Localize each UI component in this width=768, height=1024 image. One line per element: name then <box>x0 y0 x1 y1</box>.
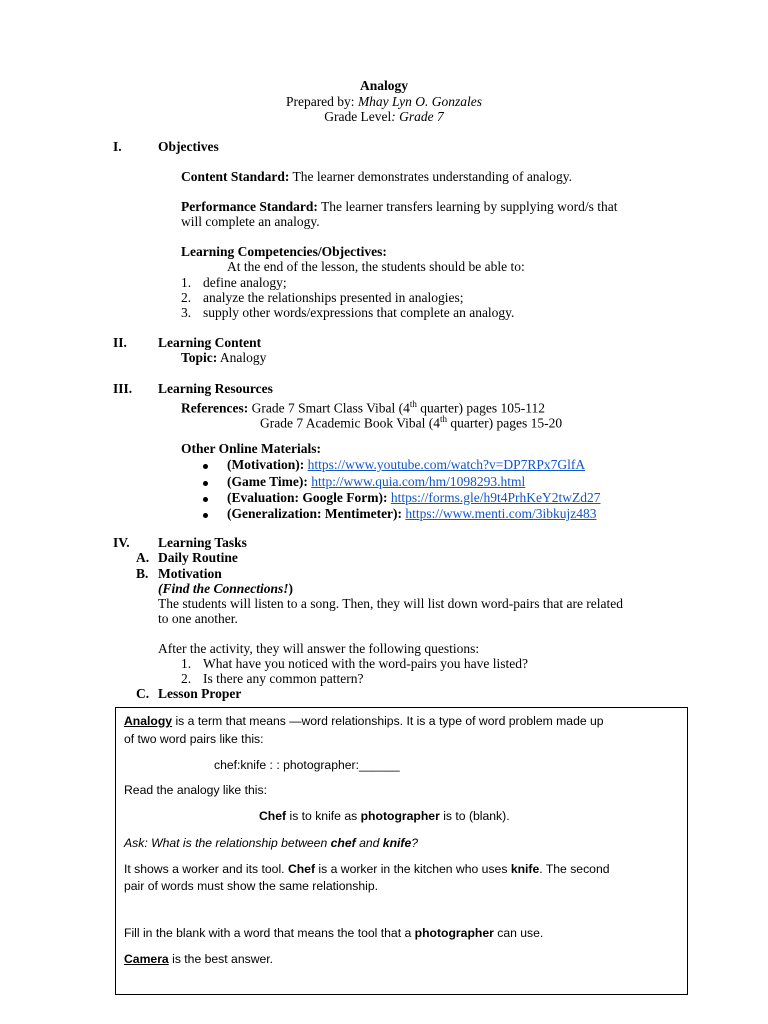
online-materials-label: Other Online Materials: <box>181 441 321 456</box>
motivation-paragraph: The students will listen to a song. Then, they will list down word-pairs that are related <box>158 596 624 611</box>
competencies-label: Learning Competencies/Objectives: <box>181 244 387 259</box>
material-label: (Game Time): <box>227 474 308 489</box>
motivation-link[interactable]: https://www.youtube.com/watch?v=DP7RPx7GlfA <box>307 457 586 472</box>
topic-value: Analogy <box>217 350 267 365</box>
explanation-c: . The second <box>539 862 610 876</box>
content-standard-label: Content Standard: <box>181 169 290 184</box>
material-item <box>227 474 525 490</box>
task-c-title: Lesson Proper <box>158 686 242 701</box>
question-number: 2. <box>181 671 192 686</box>
section-1-title: Objectives <box>158 139 219 154</box>
reference-2 <box>260 411 562 432</box>
ask-chef: chef <box>330 836 356 850</box>
explanation-b: is a worker in the kitchen who uses <box>315 862 511 876</box>
fill-a: Fill in the blank with a word that means the tool that a <box>124 926 415 940</box>
bullet-icon <box>203 464 208 469</box>
reference-2-tail: quarter) pages 15-20 <box>447 415 563 431</box>
read-end: is to (blank). <box>439 809 510 823</box>
explanation-a: It shows a worker and its tool. <box>124 862 288 876</box>
explanation-cont: pair of words must show the same relationship. <box>124 879 379 893</box>
reference-2-text: Grade 7 Academic Book Vibal (4 <box>260 415 441 431</box>
fill-b: can use. <box>493 926 544 940</box>
references-label: References: <box>181 400 249 416</box>
competencies-intro: At the end of the lesson, the students should be able to: <box>227 259 525 274</box>
answer-line <box>124 951 273 967</box>
task-a-title: Daily Routine <box>158 550 238 565</box>
explanation-knife: knife <box>510 862 540 876</box>
performance-standard-text: The learner transfers learning by supplying word/s that <box>317 199 618 214</box>
explanation <box>124 861 610 877</box>
topic <box>181 350 266 366</box>
material-item <box>227 490 600 506</box>
ask-knife: knife <box>382 836 412 850</box>
grade-value: : Grade 7 <box>391 109 444 124</box>
read-example <box>259 808 510 824</box>
analogy-definition-cont: of two word pairs like this: <box>124 732 264 746</box>
prepared-by <box>0 94 768 110</box>
author-name: Mhay Lyn O. Gonzales <box>357 94 483 109</box>
section-3-number: III. <box>113 381 133 396</box>
prepared-label: Prepared by: <box>285 94 358 109</box>
ask-and: and <box>355 836 383 850</box>
material-label: (Evaluation: Google Form): <box>227 490 388 505</box>
material-item <box>227 506 597 522</box>
task-b-letter: B. <box>136 566 149 581</box>
explanation-chef: Chef <box>287 862 316 876</box>
read-chef: Chef <box>259 809 287 823</box>
reference-1-tail: quarter) pages 105-112 <box>416 400 545 416</box>
section-3-title: Learning Resources <box>158 381 273 396</box>
performance-standard <box>181 199 618 215</box>
ask-question <box>124 835 418 851</box>
section-4-number: IV. <box>113 535 130 550</box>
section-4-title: Learning Tasks <box>158 535 247 550</box>
evaluation-link[interactable]: https://forms.gle/h9t4PrhKeY2twZd27 <box>390 490 601 505</box>
question-number: 1. <box>181 656 192 671</box>
objective-number: 1. <box>181 275 192 290</box>
topic-label: Topic: <box>181 350 218 365</box>
content-standard-text: The learner demonstrates understanding of analogy. <box>289 169 573 184</box>
fill-instruction <box>124 925 543 941</box>
bullet-icon <box>203 497 208 502</box>
reference-1-text: Grade 7 Smart Class Vibal (4 <box>248 400 410 416</box>
fill-photographer: photographer <box>414 926 494 940</box>
question-item: Is there any common pattern? <box>203 671 364 686</box>
bullet-icon <box>203 513 208 518</box>
material-label: (Generalization: Mentimeter): <box>227 506 403 521</box>
material-item <box>227 457 585 473</box>
motivation-subtitle-text: (Find the Connections! <box>158 581 289 596</box>
objective-number: 2. <box>181 290 192 305</box>
ask-mark: ? <box>411 836 419 850</box>
answer-rest: is the best answer. <box>168 952 274 966</box>
ask-text: Ask: What is the relationship between <box>124 836 331 850</box>
read-photographer: photographer <box>360 809 440 823</box>
section-2-number: II. <box>113 335 127 350</box>
game-time-link[interactable]: http://www.quia.com/hm/1098293.html <box>311 474 526 489</box>
objective-item: define analogy; <box>203 275 287 290</box>
read-instruction: Read the analogy like this: <box>124 783 267 797</box>
analogy-example: chef:knife : : photographer:______ <box>214 758 400 772</box>
task-b-title: Motivation <box>158 566 222 581</box>
read-mid: is to knife as <box>286 809 361 823</box>
material-label: (Motivation): <box>227 457 305 472</box>
analogy-definition-text: is a term that means —word relationships. It is a type of word problem made up <box>172 714 604 728</box>
motivation-paragraph-cont: to one another. <box>158 611 238 626</box>
doc-title: Analogy <box>359 78 408 93</box>
task-c-letter: C. <box>136 686 150 701</box>
objective-item: supply other words/expressions that complete an analogy. <box>203 305 515 320</box>
questions-intro: After the activity, they will answer the following questions: <box>158 641 480 656</box>
answer-camera: Camera <box>124 952 169 966</box>
analogy-term: Analogy <box>124 714 173 728</box>
performance-standard-cont: will complete an analogy. <box>181 214 320 229</box>
objective-item: analyze the relationships presented in analogies; <box>203 290 464 305</box>
performance-standard-label: Performance Standard: <box>181 199 318 214</box>
question-item: What have you noticed with the word-pairs you have listed? <box>203 656 529 671</box>
content-standard <box>181 169 572 185</box>
bullet-icon <box>203 481 208 486</box>
reference-2-sup: th <box>440 414 448 424</box>
section-2-title: Learning Content <box>158 335 262 350</box>
task-a-letter: A. <box>136 550 150 565</box>
motivation-subtitle-close: ) <box>288 581 294 596</box>
grade-label: Grade Level <box>324 109 392 124</box>
motivation-subtitle <box>158 581 293 597</box>
analogy-definition <box>124 713 604 729</box>
objective-number: 3. <box>181 305 192 320</box>
generalization-link[interactable]: https://www.menti.com/3ibkujz483 <box>405 506 597 521</box>
reference-1-sup: th <box>409 399 417 409</box>
section-1-number: I. <box>113 139 122 154</box>
grade-level <box>0 109 768 125</box>
